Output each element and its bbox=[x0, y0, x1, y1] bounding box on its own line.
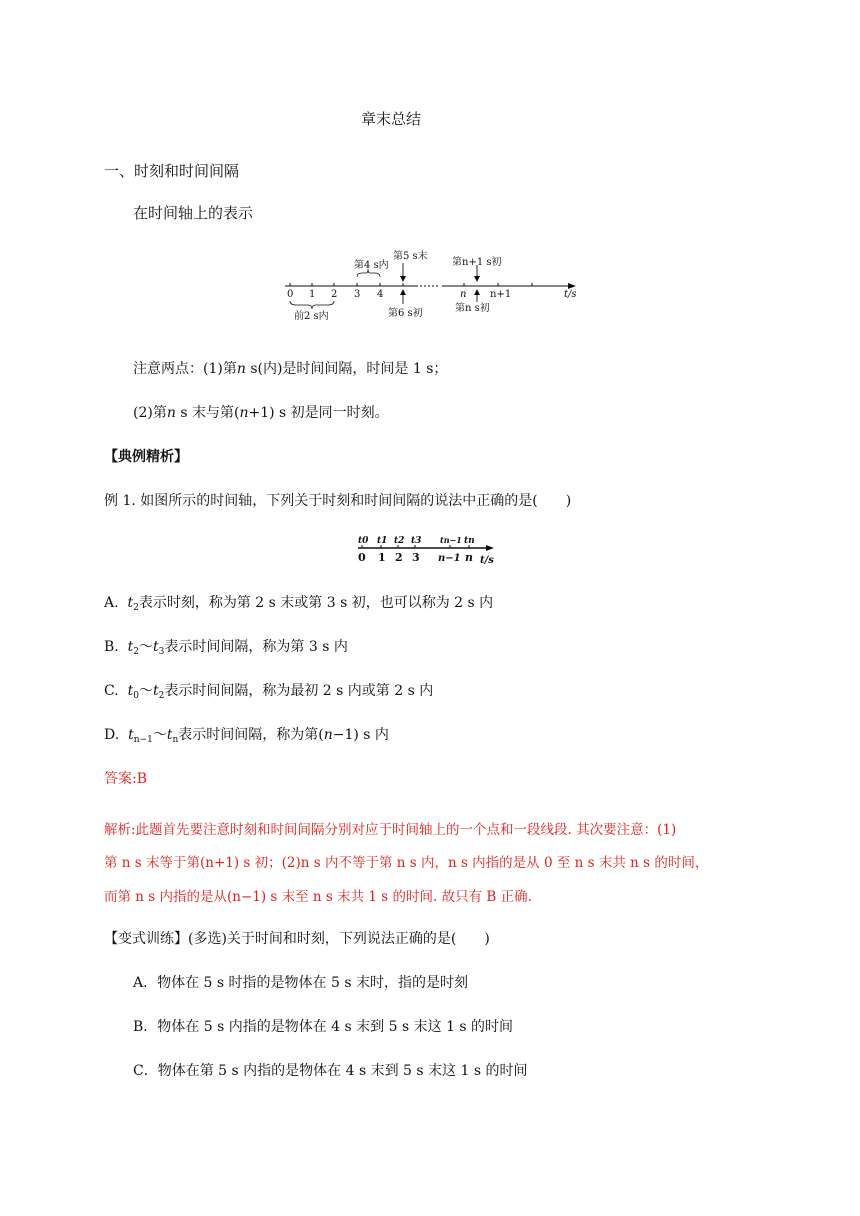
top-label: 第n+1 s初 bbox=[452, 257, 502, 268]
bottom-label: 3 bbox=[412, 551, 420, 564]
tick-label: 2 bbox=[331, 289, 338, 300]
option-c: C. $t_0\sim t_2$表示时间间隔，称为最初 2 s 内或第 2 s 内 bbox=[104, 683, 434, 701]
tick-label: 3 bbox=[354, 289, 361, 300]
top-label: tn bbox=[464, 536, 475, 546]
example-tag: 【典例精析】 bbox=[104, 449, 188, 465]
section-heading: 一、时刻和时间间隔 bbox=[104, 162, 240, 180]
bottom-label: 0 bbox=[358, 551, 366, 564]
option-d: D. $t_{n-1}\sim t_n$表示时间间隔，称为第(n−1) s 内 bbox=[104, 727, 389, 745]
note-2: (2)第n s 末与第(n+1) s 初是同一时刻。 bbox=[133, 405, 389, 421]
bottom-label: t/s bbox=[480, 555, 494, 566]
option-a: A. $t_2$表示时刻，称为第 2 s 末或第 3 s 初，也可以称为 2 s 内 bbox=[104, 595, 494, 613]
top-label: tn−1 bbox=[440, 535, 462, 545]
brace-bottom bbox=[290, 301, 334, 309]
variant-option-b: B．物体在 5 s 内指的是物体在 4 s 末到 5 s 末这 1 s 的时间 bbox=[133, 1019, 514, 1035]
variant-option-a: A．物体在 5 s 时指的是物体在 5 s 末时，指的是时刻 bbox=[133, 975, 468, 991]
tick-label: 0 bbox=[287, 289, 294, 300]
bottom-label: 前2 s内 bbox=[294, 311, 329, 322]
answer: 答案:B bbox=[104, 771, 148, 787]
variant-option-c: C．物体在第 5 s 内指的是物体在 4 s 末到 5 s 末这 1 s 的时间 bbox=[133, 1063, 528, 1079]
page-title: 章末总结 bbox=[361, 110, 422, 128]
analysis-line-3: 而第 n s 内指的是从(n−1) s 末至 n s 末共 1 s 的时间. 故只有 B 正确. bbox=[104, 889, 532, 905]
tick-label: n+1 bbox=[490, 289, 512, 300]
top-label: t2 bbox=[394, 536, 405, 546]
bottom-label: 第6 s初 bbox=[388, 308, 423, 319]
top-label: 第5 s末 bbox=[393, 251, 428, 262]
top-label: 第4 s内 bbox=[354, 260, 389, 271]
tick-label: 4 bbox=[377, 289, 384, 300]
analysis-line-1: 解析:此题首先要注意时刻和时间间隔分别对应于时间轴上的一个点和一段线段. 其次要注意：(1) bbox=[104, 822, 677, 838]
bottom-label: n bbox=[465, 551, 473, 564]
top-label: t1 bbox=[377, 536, 388, 546]
note-1: 注意两点：(1)第n s(内)是时间间隔，时间是 1 s； bbox=[133, 361, 448, 377]
bottom-label: 1 bbox=[378, 551, 386, 564]
top-label: t0 bbox=[358, 536, 369, 546]
section-subheading: 在时间轴上的表示 bbox=[133, 204, 254, 222]
top-label: t3 bbox=[411, 536, 422, 546]
tick-label: n bbox=[460, 289, 467, 300]
tick-label: t/s bbox=[564, 289, 577, 300]
bottom-label: 2 bbox=[395, 551, 403, 564]
analysis-line-2: 第 n s 末等于第(n+1) s 初；(2)n s 内不等于第 n s 内，n s 内指的是从 0 至 n s 末共 n s 的时间， bbox=[104, 855, 709, 871]
time-axis-figure-2 bbox=[352, 532, 502, 568]
variant-question: 【变式训练】(多选)关于时间和时刻，下列说法正确的是( ) bbox=[104, 931, 490, 947]
example-question: 例 1. 如图所示的时间轴，下列关于时刻和时间间隔的说法中正确的是( ) bbox=[104, 493, 572, 509]
time-axis-figure bbox=[280, 246, 590, 324]
option-b: B. $t_2\sim t_3$表示时间间隔，称为第 3 s 内 bbox=[104, 639, 348, 657]
tick-label: 1 bbox=[309, 289, 316, 300]
bottom-label: n−1 bbox=[438, 553, 461, 564]
bottom-label: 第n s初 bbox=[455, 303, 490, 314]
